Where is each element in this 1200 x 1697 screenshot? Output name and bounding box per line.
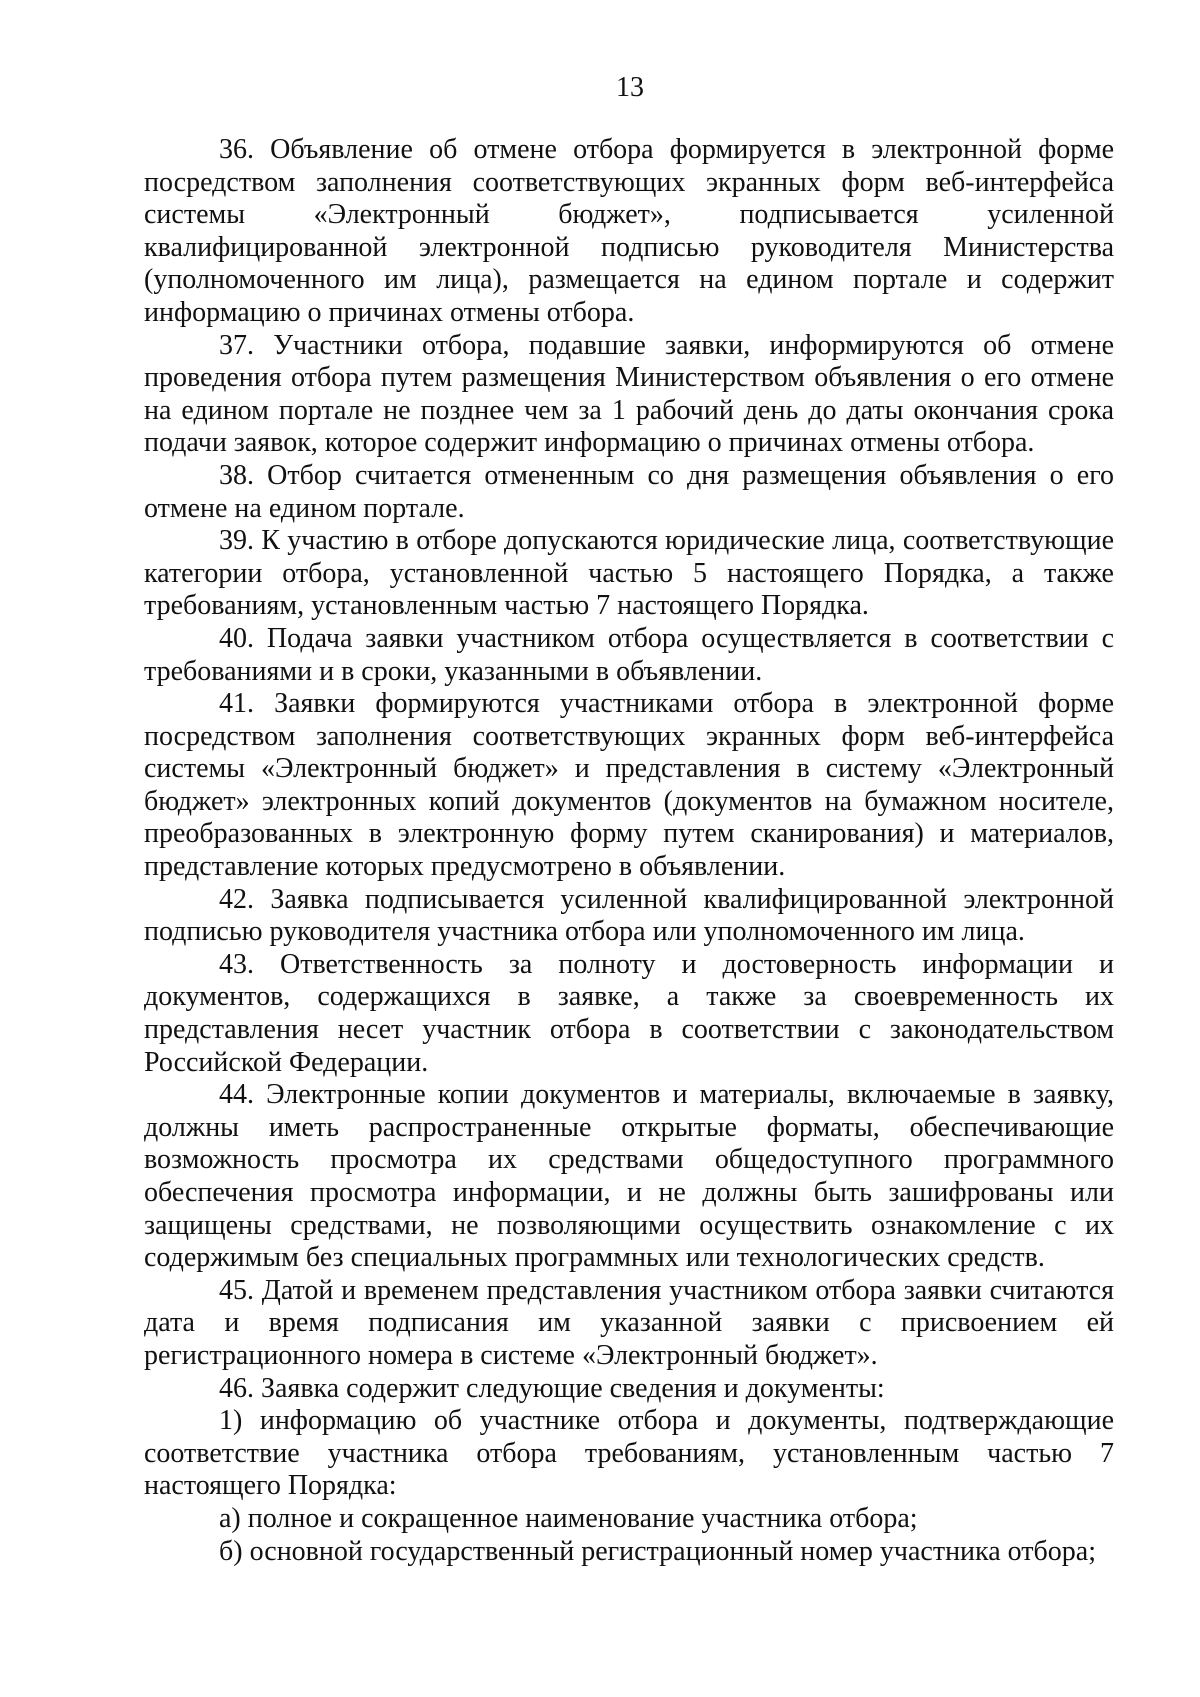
paragraph-36: 36. Объявление об отмене отбора формируется в электронной форме посредством заполнения соответствующих экранных форм веб-интерфейса системы «Электронный бюджет», подписывается усиленной квалифицированной электронной подписью руководителя Министерства (уполномоченного им лица), размещается на едином портале и содержит информацию о причинах отмены отбора.: [144, 134, 1114, 328]
paragraph-38: 38. Отбор считается отмененным со дня размещения объявления о его отмене на едином портале.: [144, 459, 1114, 524]
list-item-1: 1) информацию об участнике отбора и документы, подтверждающие соответствие участника отбора требованиям, установленным частью 7 настоящего Порядка:: [144, 1405, 1114, 1502]
paragraph-40: 40. Подача заявки участником отбора осуществляется в соответствии с требованиями и в сроки, указанными в объявлении.: [144, 622, 1114, 687]
paragraph-41: 41. Заявки формируются участниками отбора в электронной форме посредством заполнения соответствующих экранных форм веб-интерфейса системы «Электронный бюджет» и представления в систему «Электронный бюджет» электронных копий документов (документов на бумажном носителе, преобразованных в электронную форму путем сканирования) и материалов, представление которых предусмотрено в объявлении.: [144, 688, 1114, 883]
document-body: [144, 134, 1114, 1568]
paragraph-43: 43. Ответственность за полноту и достоверность информации и документов, содержащихся в заявке, а также за своевременность их представления несет участник отбора в соответствии с законодательством Российской Федерации.: [144, 948, 1114, 1078]
paragraph-45: 45. Датой и временем представления участником отбора заявки считаются дата и время подписания им указанной заявки с присвоением ей регистрационного номера в системе «Электронный бюджет».: [144, 1274, 1114, 1371]
sub-item-b: б) основной государственный регистрационный номер участника отбора;: [219, 1535, 1096, 1567]
paragraph-44: 44. Электронные копии документов и материалы, включаемые в заявку, должны иметь распространенные открытые форматы, обеспечивающие возможность просмотра их средствами общедоступного программного обеспечения просмотра информации, и не должны быть зашифрованы или защищены средствами, не позволяющими осуществить ознакомление с их содержимым без специальных программных или технологических средств.: [144, 1079, 1114, 1274]
paragraph-37: 37. Участники отбора, подавшие заявки, информируются об отмене проведения отбора путем размещения Министерством объявления о его отмене на едином портале не позднее чем за 1 рабочий день до даты окончания срока подачи заявок, которое содержит информацию о причинах отмены отбора.: [144, 329, 1114, 459]
paragraph-42: 42. Заявка подписывается усиленной квалифицированной электронной подписью руководителя участника отбора или уполномоченного им лица.: [144, 883, 1114, 948]
paragraph-46: 46. Заявка содержит следующие сведения и документы:: [219, 1372, 885, 1404]
page-number: 13: [616, 72, 644, 103]
paragraph-39: 39. К участию в отборе допускаются юридические лица, соответствующие категории отбора, установленной частью 5 настоящего Порядка, а также требованиям, установленным частью 7 настоящего Порядка.: [144, 525, 1114, 622]
sub-item-a: а) полное и сокращенное наименование участника отбора;: [219, 1502, 918, 1534]
